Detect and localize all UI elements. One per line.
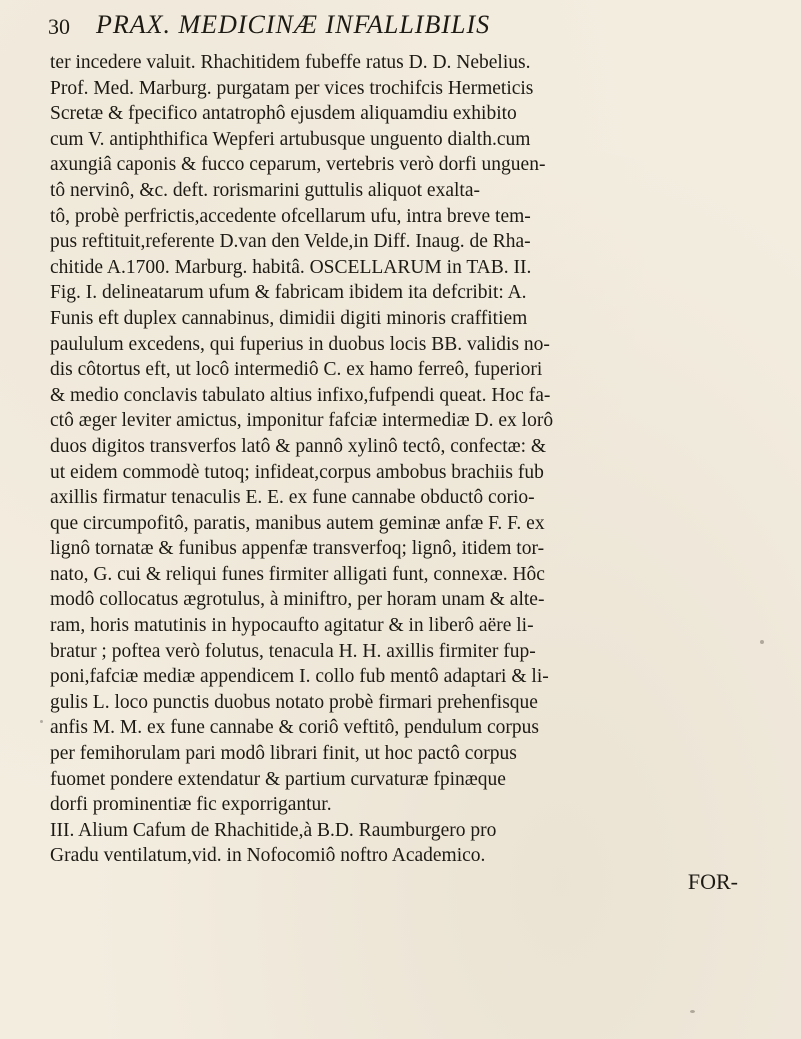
text-line: nato, G. cui & reliqui funes firmiter alligati funt, connexæ. Hôc bbox=[50, 563, 545, 585]
text-line: bratur ; poftea verò folutus, tenacula H. H. axillis firmiter fup- bbox=[50, 640, 536, 662]
text-line: III. Alium Cafum de Rhachitide,à B.D. Raumburgero pro bbox=[50, 819, 497, 841]
text-line: lignô tornatæ & funibus appenfæ transverfoq; lignô, itidem tor- bbox=[50, 538, 545, 560]
text-line: gulis L. loco punctis duobus notato probè firmari prehenfisque bbox=[50, 691, 538, 713]
body-text bbox=[50, 50, 768, 895]
text-line: ut eidem commodè tutoq; infideat,corpus ambobus brachiis fub bbox=[50, 461, 544, 483]
text-line: ctô æger leviter amictus, imponitur fafciæ intermediæ D. ex lorô bbox=[50, 410, 554, 432]
text-line: cum V. antiphthifica Wepferi artubusque unguento dialth.cum bbox=[50, 128, 531, 150]
text-line: per femihorulam pari modô librari finit, ut hoc pactô corpus bbox=[50, 743, 517, 765]
text-line: ram, horis matutinis in hypocaufto agitatur & in liberô aëre li- bbox=[50, 615, 534, 637]
text-line: & medio conclavis tabulato altius infixo,fufpendi queat. Hoc fa- bbox=[50, 384, 551, 406]
text-line: que circumpofitô, paratis, manibus autem geminæ anfæ F. F. ex bbox=[50, 512, 545, 534]
text-line: modô collocatus ægrotulus, à miniftro, per horam unam & alte- bbox=[50, 589, 545, 611]
text-line: ter incedere valuit. Rhachitidem fubeffe ratus D. D. Nebelius. bbox=[50, 52, 531, 73]
text-line: Prof. Med. Marburg. purgatam per vices trochifcis Hermeticis bbox=[50, 77, 534, 99]
text-line: anfis M. M. ex fune cannabe & coriô veftitô, pendulum corpus bbox=[50, 717, 539, 739]
text-line: Fig. I. delineatarum ufum & fabricam ibidem ita defcribit: A. bbox=[50, 282, 527, 304]
text-line: poni,fafciæ mediæ appendicem I. collo fub mentô adaptari & li- bbox=[50, 666, 549, 688]
catchword: FOR- bbox=[687, 869, 738, 894]
text-line: chitide A.1700. Marburg. habitâ. OSCELLARUM in TAB. II. bbox=[50, 256, 532, 278]
page-header bbox=[44, 8, 764, 48]
page-number: 30 bbox=[48, 14, 70, 39]
text-line: dis côtortus eft, ut locô intermediô C. ex hamo ferreô, fuperiori bbox=[50, 359, 543, 381]
text-line: Scretæ & fpecifico antatrophô ejusdem aliquamdiu exhibito bbox=[50, 103, 517, 125]
text-line: fuomet pondere extendatur & partium curvaturæ fpinæque bbox=[50, 768, 506, 790]
ink-speck bbox=[760, 640, 764, 644]
ink-speck bbox=[40, 720, 43, 723]
text-line: paululum excedens, qui fuperius in duobus locis BB. validis no- bbox=[50, 333, 550, 355]
text-line: duos digitos transverfos latô & pannô xylinô tectô, confectæ: & bbox=[50, 435, 547, 457]
running-title: PRAX. MEDICINÆ INFALLIBILIS bbox=[96, 10, 491, 39]
text-line: Funis eft duplex cannabinus, dimidii digiti minoris craffitiem bbox=[50, 307, 528, 329]
text-line: Gradu ventilatum,vid. in Nofocomiô noftro Academico. bbox=[50, 845, 486, 867]
text-line: pus reftituit,referente D.van den Velde,in Diff. Inaug. de Rha- bbox=[50, 231, 531, 253]
text-line: axillis firmatur tenaculis E. E. ex fune cannabe obductô corio- bbox=[50, 487, 535, 509]
text-line: dorfi prominentiæ fic exporrigantur. bbox=[50, 794, 332, 816]
text-line: tô nervinô, &c. deft. rorismarini guttulis aliquot exalta- bbox=[50, 179, 480, 201]
text-line: tô, probè perfrictis,accedente ofcellarum ufu, intra breve tem- bbox=[50, 205, 531, 227]
text-line: axungiâ caponis & fucco ceparum, vertebris verò dorfi unguen- bbox=[50, 154, 546, 176]
ink-speck bbox=[690, 1010, 695, 1013]
